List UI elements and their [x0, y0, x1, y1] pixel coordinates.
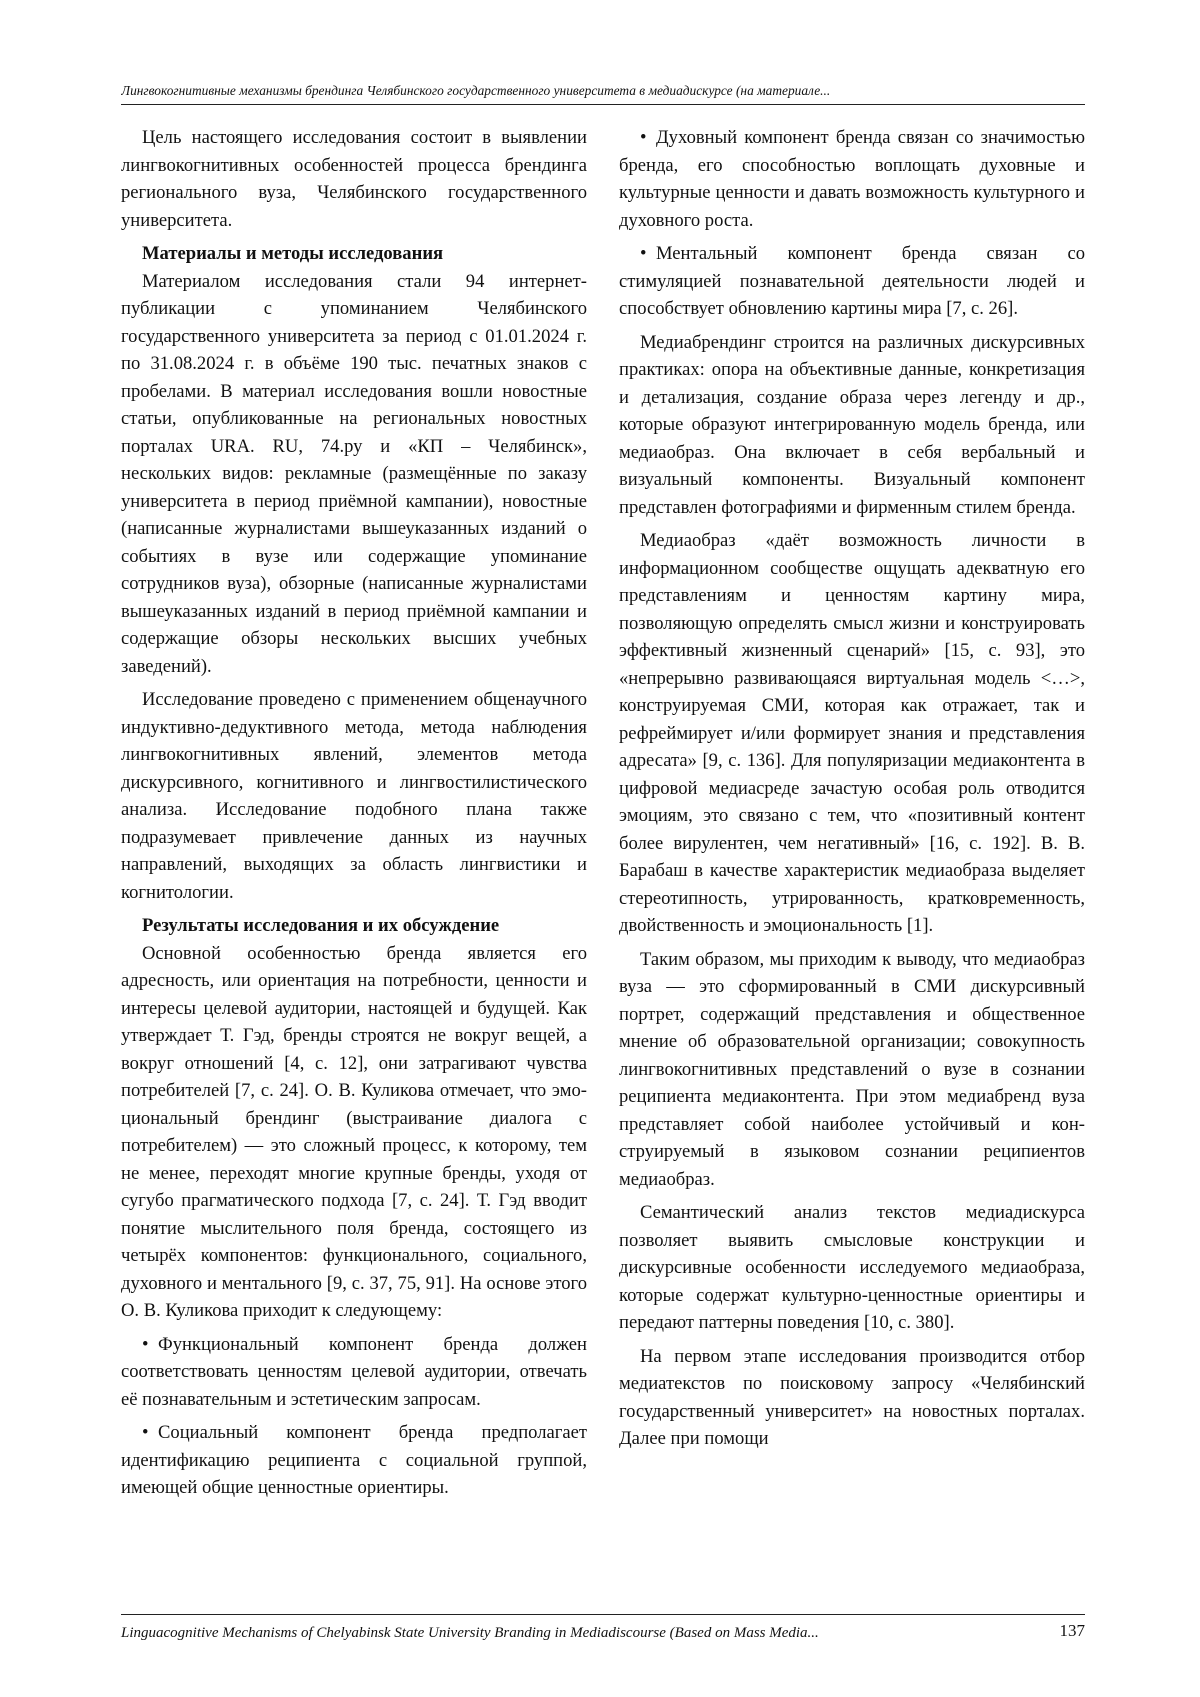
bullet-icon: • — [142, 1422, 149, 1443]
footer-divider — [121, 1614, 1085, 1615]
paragraph-material: Материалом исследования стали 94 интернет-публикации с упоминанием Челябинского государственного университета за период с 01.01.2024 г. по 31.08.2024 г. в объёме 190 тыс. печатных знаков с пробелами. В материал исследования вошли новостные статьи, опубликованные на региональных новостных порталах URA. RU, 74.ру и «КП – Челябинск», нескольких видов: рекламные (размещённые по заказу университета в период приёмной кампании), новостные (написанные журналистами вышеуказанных изданий о событиях в вузе или содержащие упоминание сотрудников вуза), обзорные (написанные журналистами вышеуказанных изданий в период приёмной кампании и содержащие обзоры нескольких высших учебных заведений). — [121, 270, 587, 677]
paragraph-conclusion: Таким образом, мы приходим к выводу, что медиаобраз вуза — это сформированный в СМИ дискурсивный портрет, содержащий представления и общественное мнение об образовательной организации; совокупность лингвокогнитивных представлений о вузе в сознании реципиента медиаконтента. При этом медиабренд вуза представляет собой наиболее устойчивый и конструируемый в языковом сознании реципиентов медиаобраз. — [619, 948, 1085, 1190]
bullet-item-functional — [121, 1331, 587, 1414]
running-footer: Linguacognitive Mechanisms of Chelyabinsk State University Branding in Mediadiscourse (Based on Mass Media... — [121, 1625, 819, 1641]
bullet-icon: • — [640, 127, 647, 148]
bullet-icon: • — [142, 1333, 149, 1355]
paragraph-mediabranding: Медиабрендинг строится на различных дискурсивных практиках: опора на объективные данные, конкретизация и детализация, создание образа через легенду и др., которые образуют интегрированную модель бренда, или медиаобраз. Она включает в себя вербальный и визуальный компоненты. Визуальный компонент представлен фотографиями и фирменным стилем бренда. — [619, 331, 1085, 518]
page-number: 137 — [1059, 1621, 1085, 1640]
section-heading-materials: Материалы и методы исследования — [142, 243, 444, 264]
paragraph-aim: Цель настоящего исследования состоит в выявлении лингвокогнитивных особенностей процесса брендинга регионального вуза, Челябинского государственного университета. — [121, 127, 587, 231]
section-heading-results: Результаты исследования и их обсуждение — [142, 915, 500, 936]
paragraph-semantic-analysis: Семантический анализ текстов медиадискурса позволяет выявить смысловые конструкции и дискурсивные особенности исследуемого медиаобраза, которые содержат культурно-ценностные ориентиры и передают паттерны поведения [10, с. 380]. — [619, 1202, 1085, 1333]
bullet-text: Социальный компонент бренда предполагает идентификацию реципиента с социальной группой, имеющей общие ценностные ориентиры. — [121, 1422, 587, 1498]
bullet-text: Ментальный компонент бренда связан со стимуляцией познавательной деятельности людей и способствует обновлению картины мира [7, с. 26]. — [619, 243, 1085, 319]
bullet-item-mental — [619, 240, 1085, 323]
bullet-text: Духовный компонент бренда связан со значимостью бренда, его способностью воплощать духовные и культурные ценности и давать возможность культурного и духовного роста. — [619, 127, 1085, 231]
left-column — [121, 124, 587, 1508]
header-divider — [121, 104, 1085, 105]
bullet-item-spiritual — [619, 124, 1085, 234]
bullet-text: Функциональный компонент бренда должен соответствовать ценностям целевой аудитории, отвечать её познавательным и эстетическим запросам. — [121, 1333, 587, 1410]
paragraph-first-stage: На первом этапе исследования производится отбор медиатекстов по поисковому запросу «Челябинский государственный университет» на новостных порталах. Далее при помощи — [619, 1345, 1085, 1449]
bullet-item-social — [121, 1419, 587, 1502]
right-column — [619, 124, 1085, 1459]
paragraph-brand-features: Основной особенностью бренда является его адресность, или ориентация на потребности, ценности и интересы целевой аудитории, настоящей и будущей. Как утверждает Т. Гэд, бренды строятся не вокруг вещей, а вокруг отношений [4, с. 12], они затрагивают чувства потребителей [7, с. 24]. О. В. Куликова отмечает, что эмоциональный брендинг (выстраивание диалога с потребителем) — это сложный процесс, к которому, тем не менее, переходят многие крупные бренды, уходя от сугубо прагматического подхода [7, с. 24]. Т. Гэд вводит понятие мыслительного поля бренда, состоящего из четырёх компонентов: функционального, социального, духовного и ментального [9, с. 37, 75, 91]. На основе этого О. В. Куликова приходит к следующему: — [121, 942, 587, 1321]
paragraph-methods: Исследование проведено с применением общенаучного индуктивно-дедуктивного метода, метода наблюдения лингвокогнитивных явлений, элементов метода дискурсивного, когнитивного и лингвостилистического анализа. Исследование подобного плана также подразумевает привлечение данных из научных направлений, выходящих за область лингвистики и когнитологии. — [121, 689, 587, 903]
running-header: Лингвокогнитивные механизмы брендинга Челябинского государственного университета в медиадискурсе (на материале... — [121, 83, 831, 98]
bullet-icon: • — [640, 243, 647, 264]
paragraph-mediaimage: Медиаобраз «даёт возможность личности в информационном сообществе ощущать адекватную его представлениям и ценностям картину мира, позволяющую определять смысл жизни и конструировать эффективный жизненный сценарий» [15, с. 93], это «непрерывно развивающаяся виртуальная модель <…>, конструируемая СМИ, которая как отражает, так и рефреймирует и/или формирует знания и представления адресата» [9, с. 136]. Для популяризации медиаконтента в цифровой медиасреде зачастую особая роль отводится эмоциям, это связано с тем, что «позитивный контент более вирулентен, чем негативный» [16, с. 192]. В. В. Барабаш в качестве характеристик медиаобраза выделяет стереотипность, утрированность, кратковременность, двойственность и эмоциональность [1]. — [619, 530, 1085, 936]
